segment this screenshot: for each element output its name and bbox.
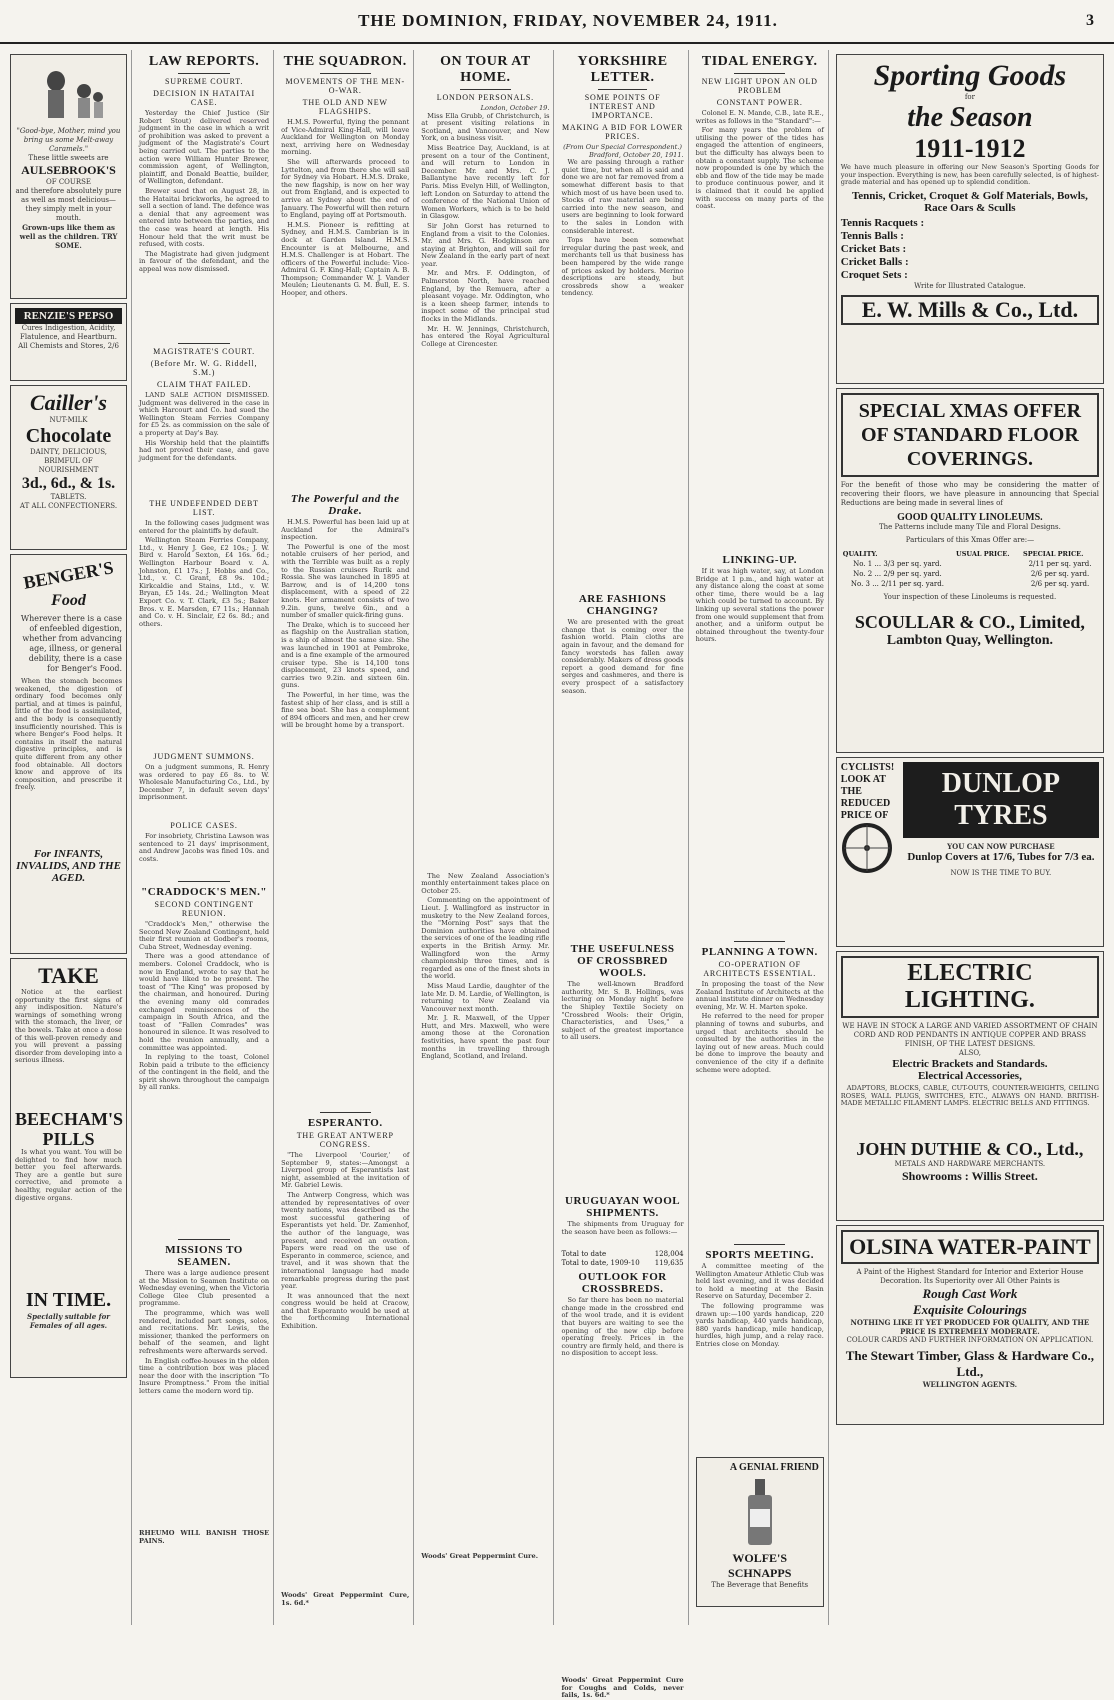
police-cases-article: For insobriety, Christina Lawson was sentenced to 21 days' imprisonment, and Andrew Jacobs was fined 10s. and costs. xyxy=(139,832,270,863)
column-yorkshire xyxy=(557,50,688,1700)
architects-subhead: CO-OPERATION OF ARCHITECTS ESSENTIAL. xyxy=(703,960,817,978)
renzie-price: All Chemists and Stores, 2/6 xyxy=(18,342,119,350)
linking-up-subhead: LINKING-UP. xyxy=(722,554,797,566)
uruguayan-article: The shipments from Uruguay for the season have been as follows:— xyxy=(561,1220,684,1236)
crossbred-article: The well-known Bradford authority, Mr. S. B. Hollings, was lecturing on Monday night before the Shipley Textile Society on "Crossbred Wools: their Origin, Characteristics, and Uses," a subject of the greatest importance to all users. xyxy=(561,980,684,1042)
personals-dateline: London, October 19. xyxy=(480,104,550,112)
sporting-intro: We have much pleasure in offering our New Season's Sporting Goods for your inspection. Everything is new, has been carefully selected, is of highest-grade material and has opened up to splendid condition. xyxy=(840,163,1100,187)
newspaper-page xyxy=(6,50,1108,1700)
price-cell xyxy=(954,579,1021,589)
dunlop-tyres-ad xyxy=(836,757,1104,947)
wool-shipment-label: Total to date xyxy=(561,1250,607,1259)
london-personals-subhead: LONDON PERSONALS. xyxy=(436,93,534,102)
sporting-line1: Tennis, Cricket, Croquet & Golf Materials, Bowls, Race Oars & Sculls xyxy=(851,189,1088,214)
claim-article: LAND SALE ACTION DISMISSED. Judgment was delivered in the case in which Harcourt and Co. had sued the Wellington Steam Ferries Company for £5 2s. as commission on the sale of a property at Day's Bay. His Worship held that the plaintiffs had not proved their case, and gave judgment for the defendants. xyxy=(139,391,270,462)
yorkshire-article: We are passing through a rather quiet time, but when all is said and done we are not far removed from a somewhat different basis to that which most of us have been used to. Stocks of raw material are being carried into the new season, and users are beginning to look forward to the sales in London with considerable interest. Tops have been somewhat irregular during the past week, and merchants tell us that business has been hampered by the wide range of prices asked by holders. Merino descriptions are steady, but crossbreds show a weaker tendency. xyxy=(561,158,684,298)
price-row xyxy=(841,559,1099,569)
squadron-headline: THE SQUADRON. xyxy=(283,54,407,69)
outlook-article: So far there has been no material change made in the crossbred end of the wool trade, and it is evident that buyers are waiting to see the opening of the new clip before operating freely. Prices in the country are firmly held, and there is no disposition to accept less. xyxy=(561,1296,684,1358)
movements-subhead: MOVEMENTS OF THE MEN-O-WAR. xyxy=(285,77,405,95)
missions-article: There was a large audience present at the Mission to Seamen Institute on Wednesday evening, when the Victoria College Glee Club presented a programme. The programme, which was well rendered, included part songs, solos, and recitations. Mr. Lewis, the missioner, thanked the performers on behalf of the seamen, and light refreshments were afterwards served. In English coffee-houses in the olden time a contribution box was placed near the door with the inscription "To Insure Promptness." From the initial letters came the modern word tip. xyxy=(139,1269,270,1395)
cailler-where: AT ALL CONFECTIONERS. xyxy=(19,502,118,510)
scoullar-firm: SCOULLAR & CO., Limited, xyxy=(854,612,1085,632)
floor-coverings-ad xyxy=(836,388,1104,753)
linoleum-patterns: The Patterns include many Tile and Floral Designs. xyxy=(878,523,1061,531)
wolfe-schnapps-ad xyxy=(696,1457,824,1607)
esperanto-text: "The Liverpool 'Courier,' of September 9, states:—Amongst a Liverpool group of Esperantists last night, assembled at the invitation of Mr. Gabriel Lewis. xyxy=(281,1151,410,1190)
wool-shipment-value: 128,004 xyxy=(654,1250,684,1259)
association-article: The New Zealand Association's monthly entertainment takes place on October 25. Commenting on the appointment of Lieut. J. Wallingford as instructor in musketry to the New Zealand forces, the "Morning Post" says that the Dominion authorities have obtained the services of one of the leading rifle experts in the British Army. Mr. Wallingford won the Army championship three times, and is regarded as one of the finest shots in the world. Miss Maud Lardie, daughter of the late Mr. D. M. Lardie, of Wellington, is returning to New Zealand via Vancouver next month. Mr. J. R. Maxwell, of the Upper Hutt, and Mrs. Maxwell, who were among those at the Coronation festivities, have spent the past four months in travelling through England, Scotland, and Ireland. xyxy=(421,871,550,1061)
reunion-article: "Craddock's Men," otherwise the Second New Zealand Contingent, held their first reunion at Godber's rooms, Cuba Street, Wednesday evening. There was a good attendance of members. Colonel Craddock, who is now in England, wrote to say that he would have liked to be present. The toast of "The King" was proposed by the chairman, and honoured. During the evening many old comrades exchanged reminiscences of the campaign in South Africa, and the toast of "Fallen Comrades" was honoured in silence. It was resolved to hold the reunion annually, and a committee was appointed. In replying to the toast, Colonel Robin paid a tribute to the efficiency of the contingent in the field, and the spirit shown throughout the campaign by all ranks. xyxy=(139,920,270,1092)
olsina-note: NOTHING LIKE IT YET PRODUCED FOR QUALITY, AND THE PRICE IS EXTREMELY MODERATE. xyxy=(850,1318,1090,1336)
fashions-article: We are presented with the great change that is coming over the fashion world. Plain cloths are again in favour, and the demand for fancy worsteds has fallen away considerably. Makers of dress goods report a good demand for fine serges and cashmeres, and there is every prospect of a satisfactory season. xyxy=(561,618,684,695)
squadron-article: H.M.S. Powerful, flying the pennant of Vice-Admiral King-Hall, will leave Auckland for Wellington on Monday next, arriving here on Wednesday morning. She will afterwards proceed to Lyttelton, and from there she will sail for Sydney via Hobart. H.M.S. Drake, the new flagship, is now on her way out from England, and is expected to arrive at Sydney about the end of January. The Powerful will then return to England, paying off at Portsmouth. H.M.S. Pioneer is refitting at Sydney, and H.M.S. Cambrian is in dock at Garden Island. H.M.S. Encounter is at Melbourne, and H.M.S. Challenger is at Hobart. The officers of the Powerful include: Vice-Admiral G. F. King-Hall; Captain A. B. Thompson; Commander W. J. Vander Meulen; Lieutenants G. M. Bull, E. S. Hooper, and others. xyxy=(281,118,410,298)
personals-text: Miss Ella Grubb, of Christchurch, is at present visiting relations in Scotland, and Vancouver, and New York, on a business visit. xyxy=(421,111,550,143)
aulsebrook-quote: "Good-bye, Mother, mind you bring us some Melt-away Caramels." xyxy=(16,127,121,153)
missions-text: There was a large audience present at the Mission to Seamen Institute on Wednesday evening, when the Victoria College Glee Club presented a programme. xyxy=(139,1269,270,1308)
benger-food-ad xyxy=(10,554,127,954)
benger-tag: For INFANTS, INVALIDS, AND THE AGED. xyxy=(16,848,121,884)
price-column-header: USUAL PRICE. xyxy=(956,550,1010,558)
price-cell: 2/6 per sq. yard. xyxy=(1030,580,1090,588)
dunlop-side-text: CYCLISTS! LOOK AT THE REDUCED PRICE OF xyxy=(840,762,895,821)
linoleum-invite: Your inspection of these Linoleums is requested. xyxy=(883,593,1057,601)
craddocks-men-headline: "CRADDOCK'S MEN." xyxy=(141,886,267,898)
reunion-text: "Craddock's Men," otherwise the Second New Zealand Contingent, held their first reunion at Godber's rooms, Cuba Street, Wednesday evening. xyxy=(139,920,270,951)
sports-meeting-headline: SPORTS MEETING. xyxy=(705,1249,815,1261)
wool-shipment-value: 119,635 xyxy=(654,1259,684,1268)
column-on-tour xyxy=(417,50,554,1625)
sports-text: A committee meeting of the Wellington Amateur Athletic Club was held last evening, and it was decided to hold a meeting at the Basin Reserve on Saturday, December 2. xyxy=(695,1262,824,1301)
claim-failed-subhead: CLAIM THAT FAILED. xyxy=(156,380,252,389)
wool-shipment-label: Total to date, 1909-10 xyxy=(561,1259,640,1268)
sporting-title: Sporting Goods xyxy=(873,59,1067,92)
beecham-pills-ad xyxy=(10,958,127,1378)
olsina-title: OLSINA WATER-PAINT xyxy=(841,1230,1099,1264)
benger-text: Wherever there is a case of enfeebled digestion, whether from advancing age, illness, or general debility, there is a case for Benger's Food. xyxy=(20,614,122,673)
beecham-tag: IN TIME. xyxy=(25,1289,112,1311)
cailler-brand: Cailler's xyxy=(29,390,107,415)
tidal-energy-headline: TIDAL ENERGY. xyxy=(701,54,818,69)
linking-article: If it was high water, say, at London Bridge at 1 p.m., and high water at any distance along the coast at some other time, there would be a lag which could be turned to account. By linking up several stations the power from one would supplement that from another, and a uniform output be obtained throughout the twenty-four hours. xyxy=(695,567,824,644)
electric-line1: Electric Brackets and Standards. xyxy=(892,1058,1048,1070)
olsina-line2: Exquisite Colourings xyxy=(913,1302,1027,1317)
linoleum-subhead: GOOD QUALITY LINOLEUMS. xyxy=(897,512,1043,523)
law-reports-headline: LAW REPORTS. xyxy=(148,54,260,69)
new-light-subhead: NEW LIGHT UPON AN OLD PROBLEM xyxy=(701,77,818,95)
price-cell: No. 1 ... 3/3 per sq. yard. xyxy=(853,560,942,568)
association-text: The New Zealand Association's monthly entertainment takes place on October 25. xyxy=(421,871,550,895)
tennis-balls-label: Tennis Balls : xyxy=(840,229,904,242)
schnapps-brand: WOLFE'S SCHNAPPS xyxy=(728,1551,792,1580)
cailler-price: 3d., 6d., & 1s. xyxy=(21,475,116,492)
woods-cure-ad-2: Woods' Great Peppermint Cure. xyxy=(421,1551,539,1560)
mother-children-illustration xyxy=(26,63,112,123)
price-cell: No. 2 ... 2/9 per sq. yard. xyxy=(853,570,942,578)
sporting-write: Write for Illustrated Catalogue. xyxy=(914,281,1026,290)
stewart-firm: The Stewart Timber, Glass & Hardware Co., Ltd., xyxy=(845,1348,1095,1379)
planning-text: In proposing the toast of the New Zealand Institute of Architects at the annual institute dinner on Wednesday evening, Mr. W. H. Marten spoke. xyxy=(695,980,824,1011)
police-cases-subhead: POLICE CASES. xyxy=(170,821,238,830)
constant-power-subhead: CONSTANT POWER. xyxy=(716,98,803,107)
column-ads-right xyxy=(832,50,1108,1625)
price-cell xyxy=(954,569,1021,579)
tidal-article: Colonel E. N. Mande, C.B., late R.E., writes as follows in the "Standard":— For many years the problem of utilising the power of the tides has engaged the attention of engineers, but the difficulty has always been to obtain a constant supply. The scheme now propounded is one by which the ebb and flow of the tide may be made to produce continuous power, and it is claimed that it could be applied with success on many parts of the coast. xyxy=(695,109,824,211)
planning-article: In proposing the toast of the New Zealand Institute of Architects at the annual institute dinner on Wednesday evening, Mr. W. H. Marten spoke. He referred to the need for proper planning of towns and suburbs, and urged that architects should be consulted by the authorities in the laying out of new areas. Much could be done to improve the beauty and convenience of the city if a definite scheme were adopted. xyxy=(695,980,824,1074)
duthie-sub: METALS AND HARDWARE MERCHANTS. xyxy=(894,1160,1046,1168)
xmas-offer-title: SPECIAL XMAS OFFER OF STANDARD FLOOR COVERINGS. xyxy=(841,393,1099,477)
cricket-balls-label: Cricket Balls : xyxy=(840,255,909,268)
bicycle-wheel-icon xyxy=(841,822,893,874)
aulsebrook-ad xyxy=(10,54,127,299)
electric-title: ELECTRIC LIGHTING. xyxy=(841,956,1099,1018)
flagships-subhead: THE OLD AND NEW FLAGSHIPS. xyxy=(302,98,388,116)
sports-article: A committee meeting of the Wellington Amateur Athletic Club was held last evening, and it was decided to hold a meeting at the Basin Reserve on Saturday, December 2. The following programme was drawn up:—100 yards handicap, 220 yards handicap, 440 yards handicap, 880 yards handicap, mile handicap, hurdles, high jump, and a relay race. Entries close on Monday. xyxy=(695,1262,824,1348)
schnapps-head: A GENIAL FRIEND xyxy=(729,1462,819,1473)
personals-article: Miss Ella Grubb, of Christchurch, is at present visiting relations in Scotland, and Vancouver, and New York, on a business visit. Miss Beatrice Day, Auckland, is at present on a tour of the Continent, and will return to London in December. Mr. and Mrs. C. J. Ballantyne have recently left for Paris. Miss Evelyn Hill, of Wellington, left London on Saturday to attend the conference of the National Union of Women Workers, which is to be held in Glasgow. Sir John Gorst has returned to England from a visit to the Colonies. Mr. and Mrs. G. Hodgkinson are staying at Brighton, and will sail for New Zealand in the early part of next year. Mr. and Mrs. F. Oddington, of Palmerston North, have reached England, by the Remuera, after a pleasant voyage. Mr. Oddington, who is a keen sheep farmer, intends to inspect some of the principal stud flocks in the Midlands. Mr. H. W. Jennings, Christchurch, has entered the Royal Agricultural College at Cirencester. xyxy=(421,111,550,348)
dunlop-brand: DUNLOP TYRES xyxy=(903,762,1099,838)
dunlop-foot: NOW IS THE TIME TO BUY. xyxy=(950,869,1052,877)
croquet-sets-label: Croquet Sets : xyxy=(840,268,908,281)
powerful-drake-article: H.M.S. Powerful has been laid up at Auckland for the Admiral's inspection. The Powerful is one of the most notable cruisers of her period, and with the Terrible was built as a reply to the Russian cruisers Rurik and Rossia. She was launched in 1895 at Barrow, and is of 14,200 tons displacement, with a speed of 22 knots. Her armament consists of two 9.2in. guns, twelve 6in., and a number of smaller quick-firing guns. The Drake, which is to succeed her as flagship on the Australian station, is a ship of almost the same size. She was launched in 1901 at Pembroke, and is a fine example of the armoured cruiser type. She is 14,100 tons displacement, 23 knots speed, and carries two 9.2in. and sixteen 6in. guns. The Powerful, in her time, was the fastest ship of her class, and is still a fine sea boat. She has a complement of 894 officers and men, and her crew will be brought home by a transport. xyxy=(281,518,410,730)
electric-text: WE HAVE IN STOCK A LARGE AND VARIED ASSORTMENT OF CHAIN CORD AND ROD PENDANTS IN ANTIQUE COPPER AND BRASS FINISH, OF THE LATEST DESIGNS. xyxy=(842,1022,1098,1048)
aulsebrook-course: OF COURSE xyxy=(46,178,91,186)
fashions-subhead: ARE FASHIONS CHANGING? xyxy=(578,593,667,618)
duthie-firm: JOHN DUTHIE & CO., Ltd., xyxy=(856,1139,1084,1159)
powerful-drake-text: H.M.S. Powerful has been laid up at Auckland for the Admiral's inspection. xyxy=(281,518,410,542)
cailler-product: Chocolate xyxy=(25,425,112,447)
schnapps-tag: The Beverage that Benefits xyxy=(711,1581,809,1589)
electric-list: ADAPTORS, BLOCKS, CABLE, CUT-OUTS, COUNTER-WEIGHTS, CEILING ROSES, WALL PLUGS, SWITCHES, ETC., ALWAYS ON HAND. BRITISH-MADE METALLIC FILAMENT LAMPS. ELECTRIC BELLS AND FITTINGS. xyxy=(840,1084,1100,1108)
sporting-for: for xyxy=(964,93,975,101)
linoleum-price-table xyxy=(841,549,1099,589)
dunlop-price: Dunlop Covers at 17/6, Tubes for 7/3 ea. xyxy=(907,851,1095,863)
uruguayan-subhead: URUGUAYAN WOOL SHIPMENTS. xyxy=(565,1195,681,1220)
hataitai-article: Yesterday the Chief Justice (Sir Robert Stout) delivered reserved judgment in the case in which a writ of prohibition was asked to prevent a judgment of the Magistrate's Court being carried out. The parties to the action were William Hunter Brewer, commission agent, of Wellington, plaintiff, and Donald Beattie, builder, of Wellington, defendant. Brewer sued that on August 28, in the Hataitai brickworks, he agreed to sell a section of land. The defence was a denial that any agreement was entered into between the parties, and the case was heard at length. His Honour held that the writ must be refused, with costs. The Magistrate had given judgment in favour of the defendant, and the appeal was now dismissed. xyxy=(139,109,270,273)
sporting-goods-ad xyxy=(836,54,1104,384)
interest-subhead: SOME POINTS OF INTEREST AND IMPORTANCE. xyxy=(584,93,661,120)
judgment-summons-article: On a judgment summons, R. Henry was ordered to pay £6 8s. to W. Wholesale Manufacturing Co., Ltd., by December 7, in default seven days' imprisonment. xyxy=(139,763,270,802)
missions-headline: MISSIONS TO SEAMEN. xyxy=(165,1244,243,1268)
sporting-year: 1911-1912 xyxy=(914,134,1026,163)
scoullar-address: Lambton Quay, Wellington. xyxy=(886,633,1054,648)
benger-brand: BENGER'S xyxy=(21,557,115,593)
cailler-sub: NUT-MILK xyxy=(49,416,88,424)
wool-shipments-table xyxy=(561,1250,683,1267)
mills-firm: E. W. Mills & Co., Ltd. xyxy=(841,295,1099,325)
sporting-season: the Season xyxy=(907,102,1033,133)
cailler-unit: TABLETS. xyxy=(50,493,87,501)
outlook-subhead: OUTLOOK FOR CROSSBREDS. xyxy=(578,1271,667,1296)
aulsebrook-text: These little sweets are xyxy=(28,154,109,162)
price-column-header: SPECIAL PRICE. xyxy=(1023,550,1084,558)
cailler-chocolate-ad xyxy=(10,385,127,550)
beecham-foot: Specially suitable for Females of all ages. xyxy=(27,1312,110,1330)
price-cell: No. 3 ... 2/11 per sq. yard. xyxy=(850,580,944,588)
aulsebrook-tag: Grown-ups like them as well as the children. TRY SOME. xyxy=(19,223,118,250)
reunion-subhead: SECOND CONTINGENT REUNION. xyxy=(154,900,254,918)
masthead xyxy=(0,0,1114,44)
electric-also: ALSO, xyxy=(958,1049,981,1057)
renzie-text: Cures Indigestion, Acidity, Flatulence, and Heartburn. xyxy=(19,324,118,341)
hataitai-subhead: DECISION IN HATAITAI CASE. xyxy=(153,89,255,107)
judgment-summons-subhead: JUDGMENT SUMMONS. xyxy=(153,752,255,761)
benger-body: When the stomach becomes weakened, the digestion of ordinary food becomes only partial, and at times is painful, little of the food is assimilated, and the body is consequently insufficiently nourished. This is where Benger's Food helps. It contains in itself the natural digestive principles, and is quite different from any other food obtainable. All doctors know and approve of its composition, and prescribe it freely. xyxy=(15,677,122,792)
esperanto-article: "The Liverpool 'Courier,' of September 9, states:—Amongst a Liverpool group of Esperantists last night, assembled at the invitation of Mr. Gabriel Lewis. The Antwerp Congress, which was attended by representatives of over twenty nations, was described as the most successful gathering of Esperantists yet held. Dr. Zamenhof, the author of the language, was present, and received an ovation. Papers were read on the use of Esperanto in commerce, science, and travel, and it was shown that the international language had made remarkable progress during the past year. It was announced that the next congress would be held at Cracow, and that Esperanto would be used at the forthcoming International Exhibition. xyxy=(281,1151,410,1331)
price-column-header: QUALITY. xyxy=(842,550,878,558)
riddell-subhead: (Before Mr. W. G. Riddell, S.M.) xyxy=(150,359,258,377)
beecham-body-2: Is what you want. You will be delighted to find how much better you feel afterwards. They are a gentle but sure corrective, and promote a healthy, regular action of the digestive organs. xyxy=(15,1148,122,1202)
column-squadron xyxy=(277,50,414,1625)
supreme-court-subhead: SUPREME COURT. xyxy=(165,77,244,86)
olsina-text: A Paint of the Highest Standard for Interior and Exterior House Decoration. Its Superiority over All Other Paints is xyxy=(856,1268,1084,1285)
planning-town-headline: PLANNING A TOWN. xyxy=(701,946,818,958)
antwerp-subhead: THE GREAT ANTWERP CONGRESS. xyxy=(296,1131,394,1149)
olsina-line1: Rough Cast Work xyxy=(922,1286,1018,1301)
tidal-text: Colonel E. N. Mande, C.B., late R.E., writes as follows in the "Standard":— xyxy=(695,109,824,125)
column-law-reports xyxy=(135,50,274,1625)
yorkshire-headline: YORKSHIRE LETTER. xyxy=(577,54,668,85)
magistrates-court-subhead: MAGISTRATE'S COURT. xyxy=(153,347,255,356)
wool-shipment-row xyxy=(561,1250,683,1258)
duthie-showrooms: Showrooms : Willis Street. xyxy=(902,1169,1038,1183)
price-cell: 2/6 per sq. yard. xyxy=(1030,570,1090,578)
bradford-dateline: Bradford, October 20, 1911. xyxy=(588,150,684,159)
page-number: 3 xyxy=(1086,12,1094,29)
powerful-drake-subhead: The Powerful and the Drake. xyxy=(290,493,400,517)
woods-cure-ad-3: Woods' Great Peppermint Cure for Coughs and Colds, never fails, 1s. 6d.* xyxy=(561,1676,684,1700)
column-tidal-energy xyxy=(692,50,829,1625)
debt-list-text: In the following cases judgment was entered for the plaintiffs by default. xyxy=(139,519,270,535)
hataitai-text: Yesterday the Chief Justice (Sir Robert Stout) delivered reserved judgment in the case in which a writ of prohibition was asked to prevent a judgment of the Magistrate's Court being carried out. The parties to the action were William Hunter Brewer, commission agent, of Wellington, plaintiff, and Donald Beattie, builder, of Wellington, defendant. xyxy=(139,109,270,186)
rheumo-ad: RHEUMO WILL BANISH THOSE PAINS. xyxy=(139,1529,270,1545)
debt-list-article: In the following cases judgment was entered for the plaintiffs by default. Wellington Steam Ferries Company, Ltd., v. Henry J. Gee, £2 10s.; J. W. Bird v. Harold Sexton, £4 16s. 6d.; Wellington Harbour Board v. A. Johnston, £1 17s.; J. Hobbs and Co., Ltd., v. C. Grant, £8 9s. 10d.; Kirkcaldie and Stains, Ltd., v. W. Bryan, £5 14s. 2d.; Wellington Meat Export Co. v. T. Clark, £3 5s.; Baker Bros. v. E. Marsden, £7 11s.; Hannah and Co. v. H. Sinclair, £2 6s. 8d.; and others. xyxy=(139,519,270,628)
price-row xyxy=(841,579,1099,589)
price-cell: 2/11 per sq. yard. xyxy=(1028,560,1092,568)
renzie-pepso-ad xyxy=(10,303,127,381)
offer-particulars: Particulars of this Xmas Offer are:— xyxy=(905,536,1035,544)
on-tour-headline: ON TOUR AT HOME. xyxy=(440,54,531,85)
olsina-cards: COLOUR CARDS AND FURTHER INFORMATION ON APPLICATION. xyxy=(846,1336,1094,1344)
beecham-brand: BEECHAM'S PILLS xyxy=(15,1109,124,1149)
bottle-icon xyxy=(740,1477,780,1547)
lower-prices-subhead: MAKING A BID FOR LOWER PRICES. xyxy=(561,123,684,141)
esperanto-headline: ESPERANTO. xyxy=(307,1117,383,1129)
claim-text: LAND SALE ACTION DISMISSED. Judgment was delivered in the case in which Harcourt and Co. had sued the Wellington Steam Ferries Company for £5 2s. as commission on the sale of a property at Day's Bay. xyxy=(139,391,270,437)
renzie-brand: RENZIE'S PEPSO xyxy=(15,308,122,324)
crossbred-subhead: THE USEFULNESS OF CROSSBRED WOOLS. xyxy=(570,943,675,980)
electric-line2: Electrical Accessories, xyxy=(917,1070,1022,1082)
wool-shipment-row xyxy=(561,1259,683,1267)
price-cell xyxy=(954,559,1021,569)
squadron-text: H.M.S. Powerful, flying the pennant of Vice-Admiral King-Hall, will leave Auckland for Wellington on Monday next, arriving here on Wednesday morning. xyxy=(281,118,410,157)
xmas-offer-text: For the benefit of those who may be considering the matter of recovering their floors, we have pleasure in announcing that Special Reductions are being made in several lines of xyxy=(840,481,1100,507)
olsina-paint-ad xyxy=(836,1225,1104,1425)
column-ads-left xyxy=(6,50,132,1625)
beecham-body: Notice at the earliest opportunity the first signs of any indisposition. Nature's warnings of something wrong with the stomach, the liver, or the bowels. Take at once a dose of this well-proven remedy and you will prevent a passing disorder from developing into a serious illness. xyxy=(15,988,122,1065)
masthead-title: THE DOMINION, FRIDAY, NOVEMBER 24, 1911. xyxy=(358,11,778,30)
correspondent-byline: (From Our Special Correspondent.) xyxy=(563,143,682,151)
electric-lighting-ad xyxy=(836,951,1104,1221)
stewart-agents: WELLINGTON AGENTS. xyxy=(922,1380,1018,1389)
aulsebrook-desc: and therefore absolutely pure as well as most delicious—they simply melt in your mouth. xyxy=(15,187,122,222)
benger-product: Food xyxy=(51,592,86,609)
debt-list-subhead: THE UNDEFENDED DEBT LIST. xyxy=(149,499,259,517)
price-row xyxy=(841,569,1099,579)
tennis-racquets-label: Tennis Racquets : xyxy=(840,216,925,229)
dunlop-line: YOU CAN NOW PURCHASE xyxy=(947,842,1055,851)
dunlop-side xyxy=(841,762,899,942)
aulsebrook-brand: AULSEBROOK'S xyxy=(21,163,116,177)
cricket-bats-label: Cricket Bats : xyxy=(840,242,907,255)
cailler-desc: DAINTY, DELICIOUS, BRIMFUL OF NOURISHMENT xyxy=(29,448,108,474)
beecham-head: TAKE xyxy=(38,963,99,988)
woods-cure-ad-1: Woods' Great Peppermint Cure, 1s. 6d.* xyxy=(281,1591,410,1607)
